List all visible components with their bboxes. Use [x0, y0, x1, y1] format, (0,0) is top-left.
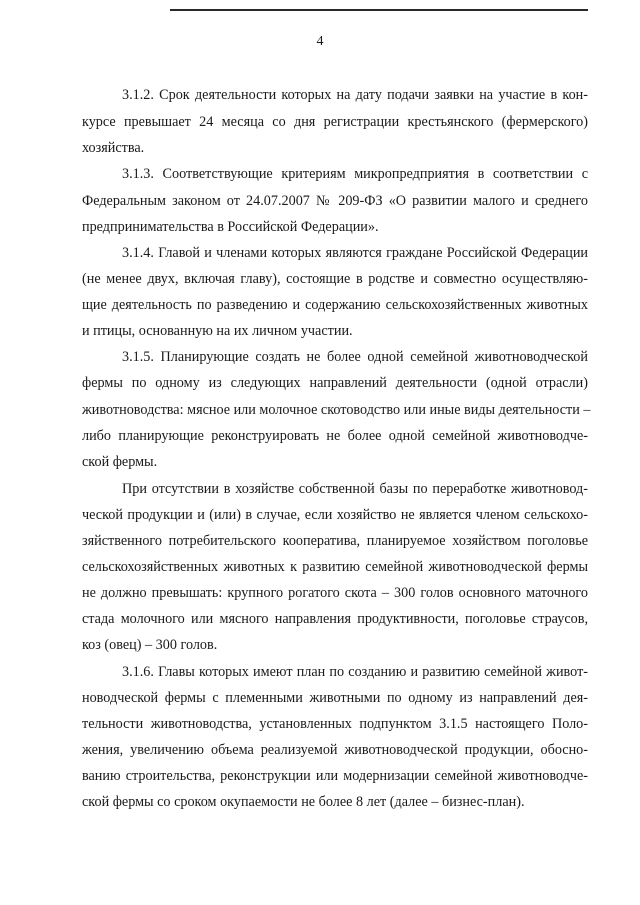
- paragraph-line: жения, увеличению объема реализуемой животноводческой продукции, обосно-: [82, 742, 588, 758]
- paragraph-line: ческой продукции и (или) в случае, если хозяйство не является членом сельскохо-: [82, 507, 588, 523]
- paragraph-line: стада молочного или мясного направления продуктивности, поголовье страусов,: [82, 611, 588, 627]
- page-number: 4: [316, 34, 324, 49]
- paragraph-line: новодческой фермы с племенными животными по одному из направлений дея-: [82, 690, 588, 706]
- paragraph-line: фермы по одному из следующих направлений деятельности (одной отрасли): [82, 375, 588, 391]
- paragraph-line: коз (овец) – 300 голов.: [82, 637, 218, 653]
- paragraph-line: Федеральным законом от 24.07.2007 № 209-ФЗ «О развитии малого и среднего: [82, 193, 588, 209]
- paragraph-line: ванию строительства, реконструкции или модернизации семейной животноводче-: [82, 768, 588, 784]
- paragraph-line: щие деятельность по разведению и содержанию сельскохозяйственных животных: [82, 297, 588, 313]
- paragraph-line: курсе превышает 24 месяца со дня регистрации крестьянского (фермерского): [82, 114, 588, 130]
- paragraph-line: 3.1.6. Главы которых имеют план по созданию и развитию семейной живот-: [122, 664, 588, 680]
- paragraph-line: предпринимательства в Российской Федерации».: [82, 219, 379, 235]
- paragraph-line: и птицы, основанную на их личном участии.: [82, 323, 353, 339]
- paragraph-line: сельскохозяйственных животных к развитию семейной животноводческой фермы: [82, 559, 588, 575]
- paragraph-line: При отсутствии в хозяйстве собственной базы по переработке животновод-: [122, 481, 588, 497]
- paragraph-line: ской фермы со сроком окупаемости не более 8 лет (далее – бизнес-план).: [82, 794, 525, 810]
- paragraph-line: 3.1.5. Планирующие создать не более одной семейной животноводческой: [122, 349, 588, 365]
- paragraph-line: 3.1.2. Срок деятельности которых на дату подачи заявки на участие в кон-: [122, 87, 588, 103]
- paragraph-line: зяйственного потребительского кооператива, планируемое хозяйством поголовье: [82, 533, 588, 549]
- top-rule: [170, 9, 588, 11]
- paragraph-line: ской фермы.: [82, 454, 158, 470]
- paragraph-line: 3.1.4. Главой и членами которых являются граждане Российской Федерации: [122, 245, 588, 261]
- paragraph-line: не должно превышать: крупного рогатого скота – 300 голов основного маточного: [82, 585, 588, 601]
- paragraph-line: тельности животноводства, установленных подпунктом 3.1.5 настоящего Поло-: [82, 716, 588, 732]
- paragraph-line: животноводства: мясное или молочное скотоводство или иные виды деятельности –: [82, 402, 591, 418]
- paragraph-line: хозяйства.: [82, 140, 145, 156]
- paragraph-line: 3.1.3. Соответствующие критериям микропредприятия в соответствии с: [122, 166, 588, 182]
- paragraph-line: (не менее двух, включая главу), состоящие в родстве и совместно осуществляю-: [82, 271, 588, 287]
- paragraph-line: либо планирующие реконструировать не более одной семейной животноводче-: [82, 428, 588, 444]
